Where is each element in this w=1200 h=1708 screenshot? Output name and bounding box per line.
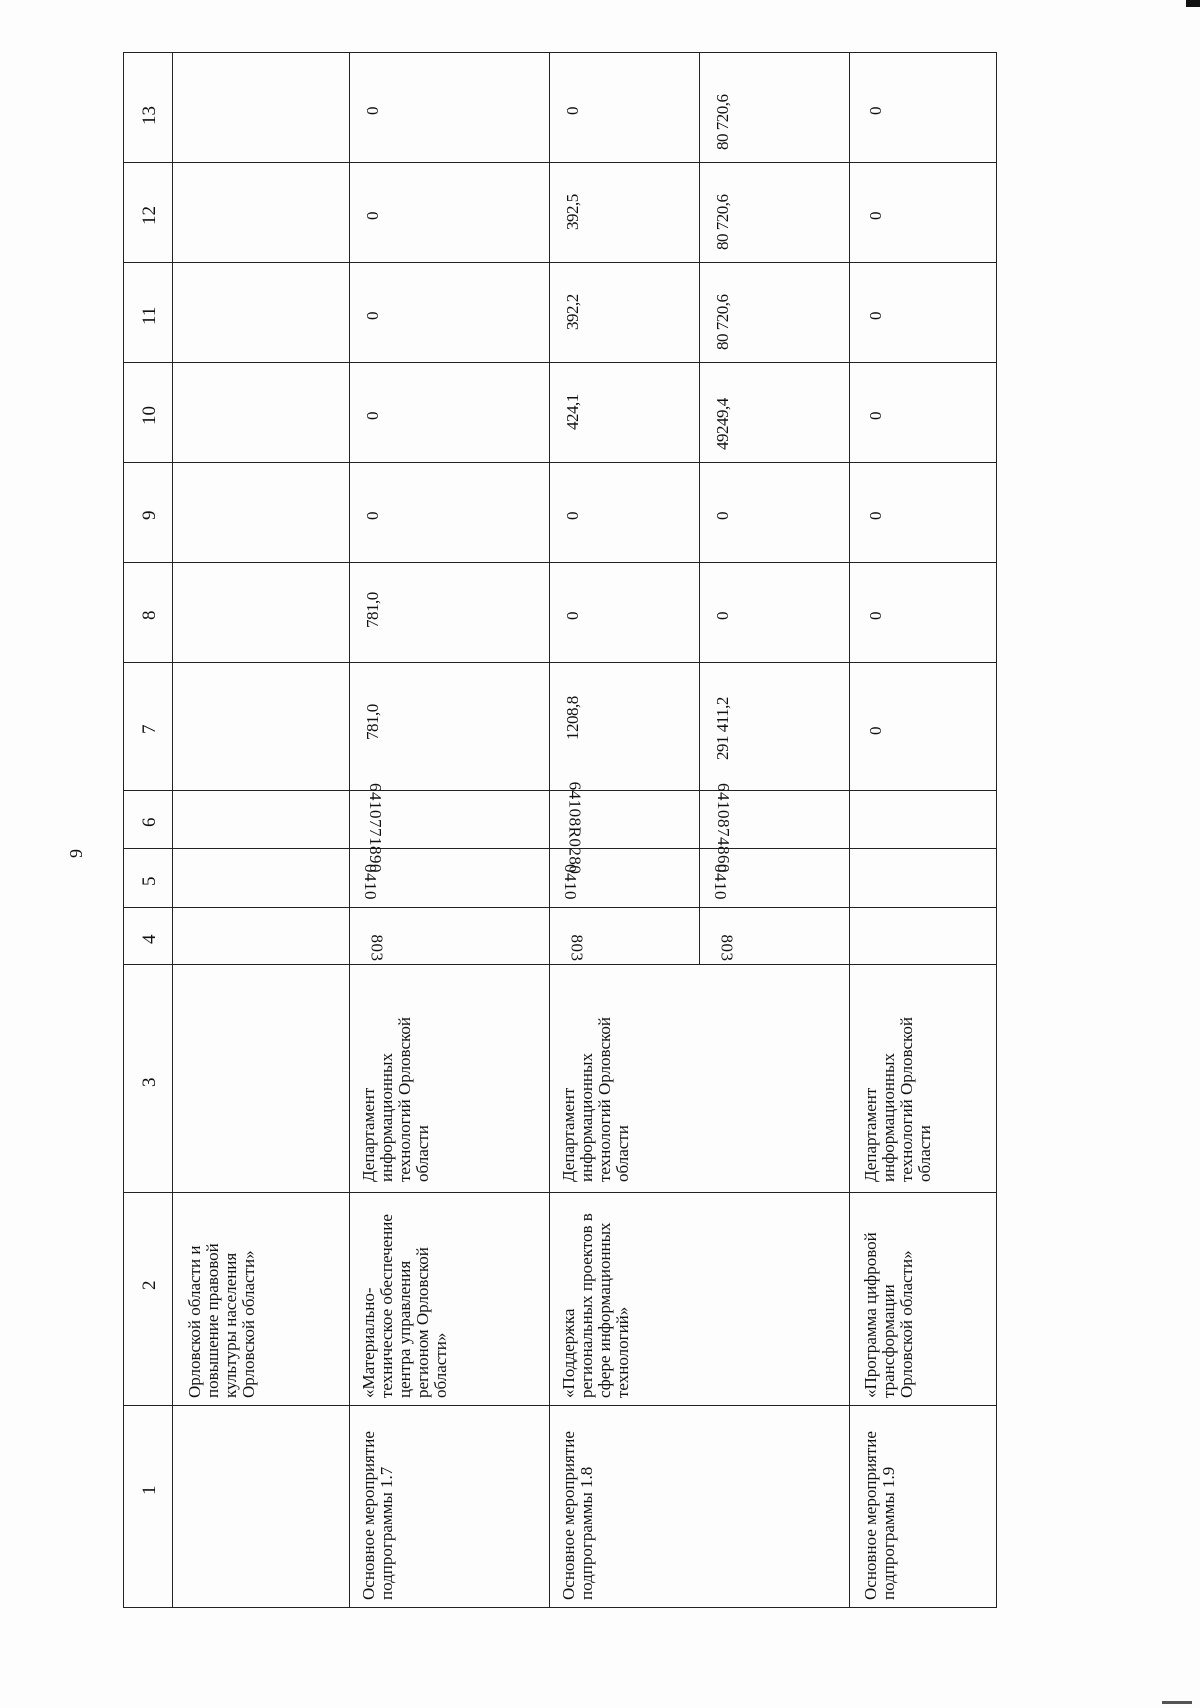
row-1-7-v9: 0 bbox=[363, 512, 382, 520]
scan-mark bbox=[1186, 0, 1200, 7]
header-col-3: 3 bbox=[139, 1077, 160, 1087]
row-1-8-col1: Основное мероприятие подпрограммы 1.8 bbox=[559, 1431, 596, 1600]
row-1-9-v12: 0 bbox=[866, 212, 885, 220]
row-1-7-rz-pr: 0410 bbox=[361, 864, 380, 900]
row-1-9-v13: 0 bbox=[866, 107, 885, 115]
header-col-12: 12 bbox=[139, 206, 160, 225]
continued-row-col2: Орловской области и повышение правовой культуры населения Орловской области» bbox=[185, 1243, 258, 1398]
row-1-7-col3: Департамент информационных технологий Орловской области bbox=[359, 1016, 432, 1182]
row-1-7-v12: 0 bbox=[363, 212, 382, 220]
row-1-8b-grbs: 803 bbox=[717, 934, 737, 962]
row-1-7-v7: 781,0 bbox=[363, 704, 382, 740]
row-1-7-csr: 6410771890 bbox=[366, 783, 385, 873]
row-1-7-v11: 0 bbox=[363, 312, 382, 320]
row-1-7-v10: 0 bbox=[363, 412, 382, 420]
row-1-8a-v13: 0 bbox=[563, 107, 582, 115]
header-col-1: 1 bbox=[139, 1485, 160, 1495]
header-col-9: 9 bbox=[139, 510, 160, 520]
row-1-9-v11: 0 bbox=[866, 312, 885, 320]
row-1-8b-v7: 291 411,2 bbox=[713, 697, 732, 760]
header-col-4: 4 bbox=[139, 934, 160, 944]
row-1-8b-v8: 0 bbox=[713, 612, 732, 620]
row-1-8b-v11: 80 720,6 bbox=[713, 294, 732, 350]
page-number: 9 bbox=[66, 849, 86, 858]
row-1-9-v7: 0 bbox=[866, 727, 885, 735]
row-1-9-col2: «Программа цифровой трансформации Орловской области» bbox=[861, 1232, 916, 1398]
row-1-8a-v8: 0 bbox=[563, 612, 582, 620]
row-1-8a-v7: 1208,8 bbox=[563, 696, 582, 740]
row-1-7-col1: Основное мероприятие подпрограммы 1.7 bbox=[359, 1431, 396, 1600]
row-1-7-col2: «Материально-техническое обеспечение центра управления регионом Орловской области» bbox=[359, 1214, 450, 1398]
row-1-8b-v13: 80 720,6 bbox=[713, 94, 732, 150]
row-1-9-col1: Основное мероприятие подпрограммы 1.9 bbox=[861, 1431, 898, 1600]
row-1-7-grbs: 803 bbox=[367, 934, 387, 962]
header-col-7: 7 bbox=[139, 724, 160, 734]
row-1-9-v9: 0 bbox=[866, 512, 885, 520]
row-1-8b-rz-pr: 0410 bbox=[711, 864, 730, 900]
row-1-8a-v10: 424,1 bbox=[563, 394, 582, 430]
row-1-8b-csr: 6410874860 bbox=[714, 783, 733, 873]
header-col-11: 11 bbox=[139, 306, 160, 325]
row-1-8a-csr: 64108R0280 bbox=[565, 781, 585, 875]
row-1-9-col3: Департамент информационных технологий Орловской области bbox=[861, 1016, 934, 1182]
row-1-7-v13: 0 bbox=[363, 107, 382, 115]
scan-mark bbox=[1162, 1701, 1192, 1704]
row-1-8b-v12: 80 720,6 bbox=[713, 194, 732, 250]
header-col-10: 10 bbox=[139, 406, 160, 425]
row-1-7-v8: 781,0 bbox=[363, 592, 382, 628]
row-1-9-v8: 0 bbox=[866, 612, 885, 620]
row-1-8-col3: Департамент информационных технологий Орловской области bbox=[559, 1016, 632, 1182]
header-col-6: 6 bbox=[139, 817, 160, 827]
header-col-2: 2 bbox=[139, 1280, 160, 1290]
header-col-13: 13 bbox=[139, 106, 160, 125]
row-1-8b-v9: 0 bbox=[713, 512, 732, 520]
row-1-9-v10: 0 bbox=[866, 412, 885, 420]
row-1-8a-v11: 392,2 bbox=[563, 294, 582, 330]
header-col-8: 8 bbox=[139, 610, 160, 620]
row-1-8b-v10: 49249,4 bbox=[713, 398, 732, 450]
row-1-8a-grbs: 803 bbox=[567, 934, 587, 962]
row-1-8a-rz-pr: 0410 bbox=[561, 864, 580, 900]
row-1-8-col2: «Поддержка региональных проектов в сфере информационных технологий» bbox=[559, 1213, 632, 1398]
header-col-5: 5 bbox=[139, 876, 160, 886]
row-1-8a-v12: 392,5 bbox=[563, 194, 582, 230]
row-1-8a-v9: 0 bbox=[563, 512, 582, 520]
